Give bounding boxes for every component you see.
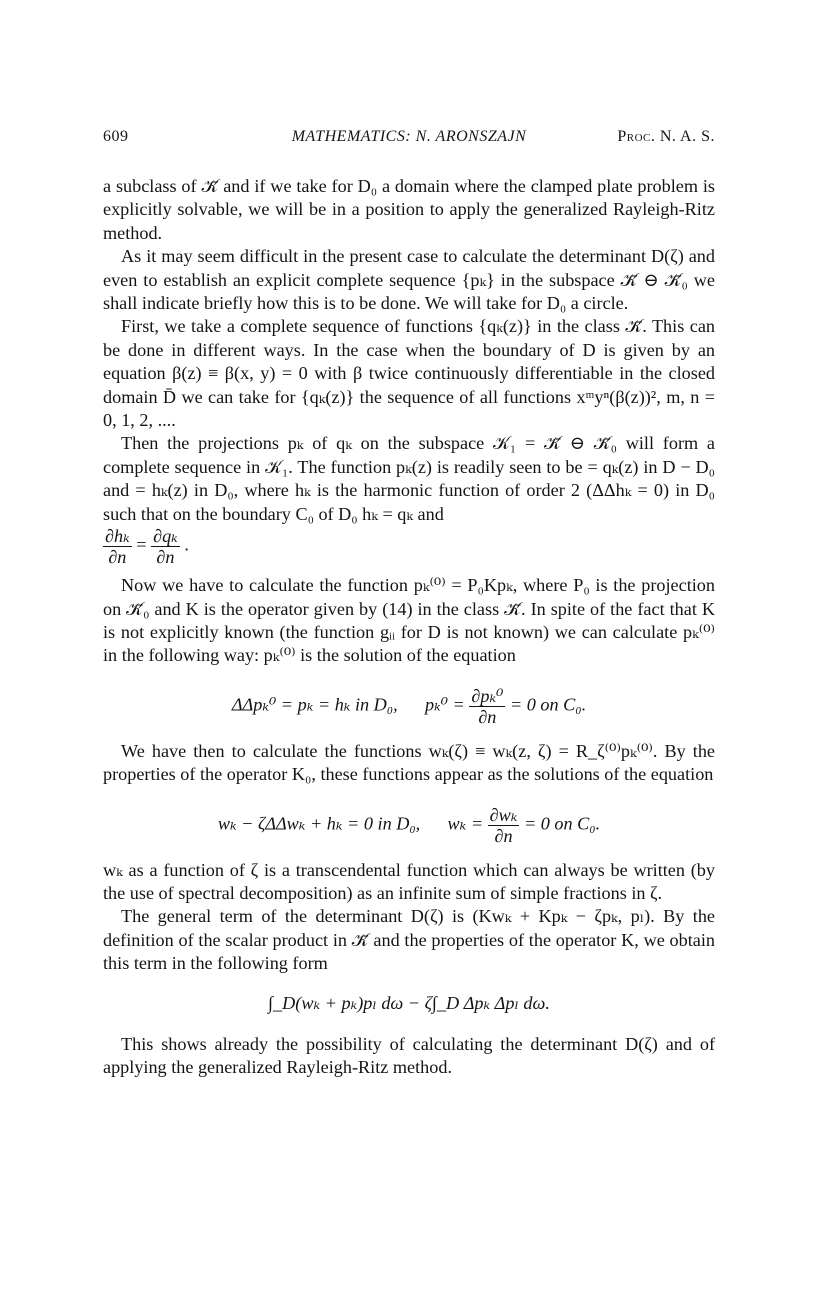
fraction-numerator: ∂pₖ⁰ <box>471 685 504 706</box>
fraction-numerator: ∂wₖ <box>489 804 518 825</box>
journal-name: Proc. N. A. S. <box>617 128 715 145</box>
equation-2-left: wₖ − ζΔΔwₖ + hₖ = 0 in D₀, <box>217 813 421 834</box>
fraction-denominator: ∂n <box>478 706 497 727</box>
running-title: MATHEMATICS: N. ARONSZAJN <box>291 128 527 145</box>
equation-2-right: = 0 on C₀. <box>523 813 601 834</box>
paragraph-9: This shows already the possibility of calculating the determinant D(ζ) and of applying the generalized Rayleigh-Ritz method. <box>103 1033 715 1078</box>
page-number: 609 <box>103 128 129 145</box>
fraction-denominator: ∂n <box>494 825 513 846</box>
period: . <box>184 534 189 555</box>
fraction-dq-dn <box>151 526 180 567</box>
equation-1-mid: pₖ⁰ = <box>424 694 465 715</box>
page-header <box>103 128 715 152</box>
equation-1 <box>103 676 715 732</box>
paragraph-7: wₖ as a function of ζ is a transcendental function which can always be written (by the use of spectral decomposition) as an infinite sum of simple fractions in ζ. <box>103 859 715 903</box>
paragraph-1: a subclass of 𝒦̄ and if we take for D₀ a domain where the clamped plate problem is explicitly solvable, we will be in a position to apply the generalized Rayleigh-Ritz method. <box>103 176 715 243</box>
paragraph-5: Now we have to calculate the function pₖ⁽⁰⁾ = P₀Kpₖ, where P₀ is the projection on 𝒦̄₀ and K is the operator given by (14) in the class 𝒦̄. In spite of the fact that K is not explicitly known (the function gᵢᵢ for D is not known) we can calculate pₖ⁽⁰⁾ in the following way: pₖ⁽⁰⁾ is the solution of the equation <box>103 575 715 666</box>
fraction-numerator: ∂hₖ <box>105 526 130 547</box>
equation-1-left: ΔΔpₖ⁰ = pₖ = hₖ in D₀, <box>231 694 398 715</box>
fraction-dp-dn <box>469 686 505 727</box>
equation-2-mid: wₖ = <box>447 813 484 834</box>
equation-3: ∫_D(wₖ + pₖ)pₗ dω − ζ∫_D Δpₖ Δpₗ dω. <box>268 992 550 1013</box>
paragraph-8: The general term of the determinant D(ζ) is (Kwₖ + Kpₖ − ζpₖ, pₗ). By the definition of the scalar product in 𝒦̄ and the properties of the operator K, we obtain this term in the following form <box>103 906 715 974</box>
paragraph-4: Then the projections pₖ of qₖ on the subspace 𝒦₁ = 𝒦̄ ⊖ 𝒦̄₀ will form a complete sequence in 𝒦₁. The function pₖ(z) is readily seen to be = qₖ(z) in D − D₀ and = hₖ(z) in D₀, where hₖ is the harmonic function of order 2 (ΔΔhₖ = 0) in D₀ such that on the boundary C₀ of D₀ hₖ = qₖ and <box>103 433 715 524</box>
equation-1-right: = 0 on C₀. <box>509 694 587 715</box>
fraction-numerator: ∂qₖ <box>153 526 178 547</box>
paragraph-2: As it may seem difficult in the present case to calculate the determinant D(ζ) and even to establish an explicit complete sequence {pₖ} in the subspace 𝒦̄ ⊖ 𝒦̄₀ we shall indicate briefly how this is to be done. We will take for D₀ a circle. <box>103 246 715 314</box>
fraction-denominator: ∂n <box>156 547 175 568</box>
paragraph-6: We have then to calculate the functions wₖ(ζ) ≡ wₖ(z, ζ) = R_ζ⁽⁰⁾pₖ⁽⁰⁾. By the properties of the operator K₀, these functions appear as the solutions of the equation <box>103 740 715 785</box>
equation-2 <box>103 795 715 851</box>
paragraph-3: First, we take a complete sequence of functions {qₖ(z)} in the class 𝒦̄. This can be done in different ways. In the case when the boundary of D is given by an equation β(z) ≡ β(x, y) = 0 with β twice continuously differentiable in the closed domain D̄ we can take for {qₖ(z)} the sequence of all functions xᵐyⁿ(β(z))², m, n = 0, 1, 2, .... <box>103 316 715 431</box>
body-text <box>103 175 715 1080</box>
equals-sign: = <box>136 534 147 555</box>
boundary-derivative-condition <box>103 526 715 574</box>
fraction-dw-dn <box>488 805 520 846</box>
fraction-dh-dn <box>103 526 132 567</box>
fraction-denominator: ∂n <box>108 547 127 568</box>
